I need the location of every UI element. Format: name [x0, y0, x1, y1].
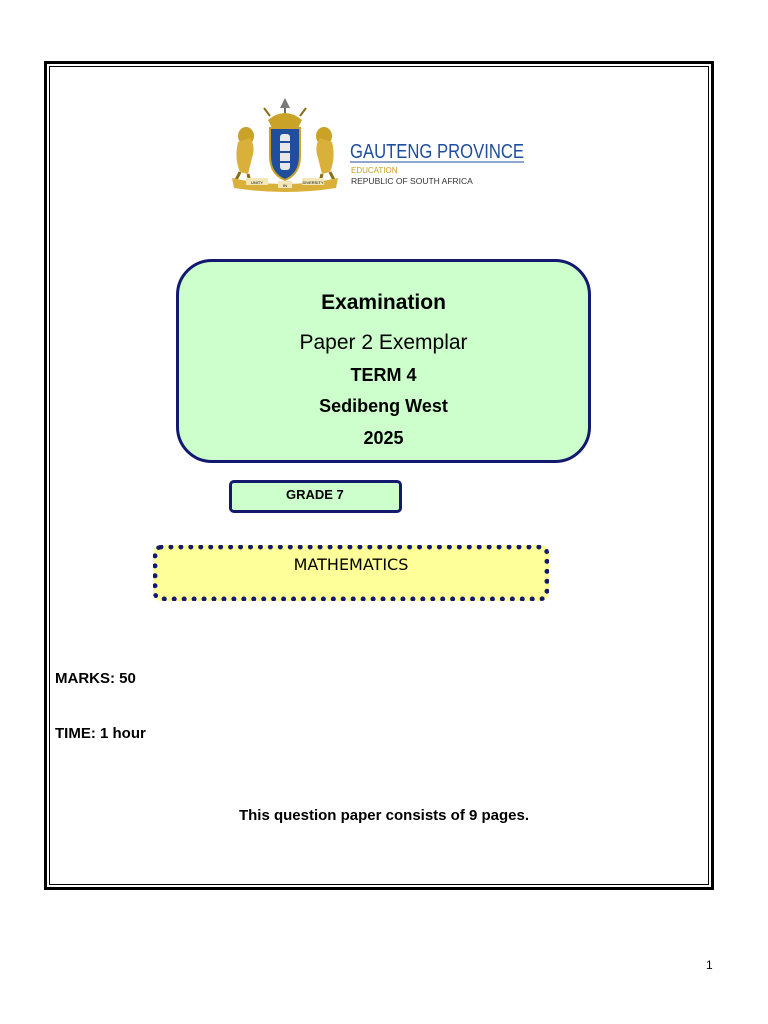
grade-box	[229, 480, 402, 513]
department-name: EDUCATION	[351, 166, 398, 175]
term-label: TERM 4	[350, 365, 417, 385]
paper-title: Paper 2 Exemplar	[299, 331, 468, 354]
exam-title: Examination	[321, 291, 446, 314]
page-number: 1	[706, 958, 713, 972]
pages-note: This question paper consists of 9 pages.	[238, 807, 530, 824]
coat-of-arms-icon	[232, 98, 338, 192]
title-box	[176, 259, 591, 463]
motto-right: DIVERSITY	[302, 180, 324, 185]
year-label: 2025	[363, 428, 404, 448]
subject-label: MATHEMATICS	[293, 555, 409, 574]
marks-label: MARKS: 50	[55, 670, 136, 687]
organization-name: GAUTENG PROVINCE	[350, 141, 524, 163]
motto-center: IN	[283, 183, 287, 188]
district-label: Sedibeng West	[319, 396, 448, 416]
time-label: TIME: 1 hour	[55, 725, 146, 742]
grade-label: GRADE 7	[286, 487, 344, 502]
subject-box	[153, 545, 549, 601]
gauteng-logo	[228, 98, 528, 194]
country-name: REPUBLIC OF SOUTH AFRICA	[351, 176, 473, 186]
motto-left: UNITY	[251, 180, 263, 185]
